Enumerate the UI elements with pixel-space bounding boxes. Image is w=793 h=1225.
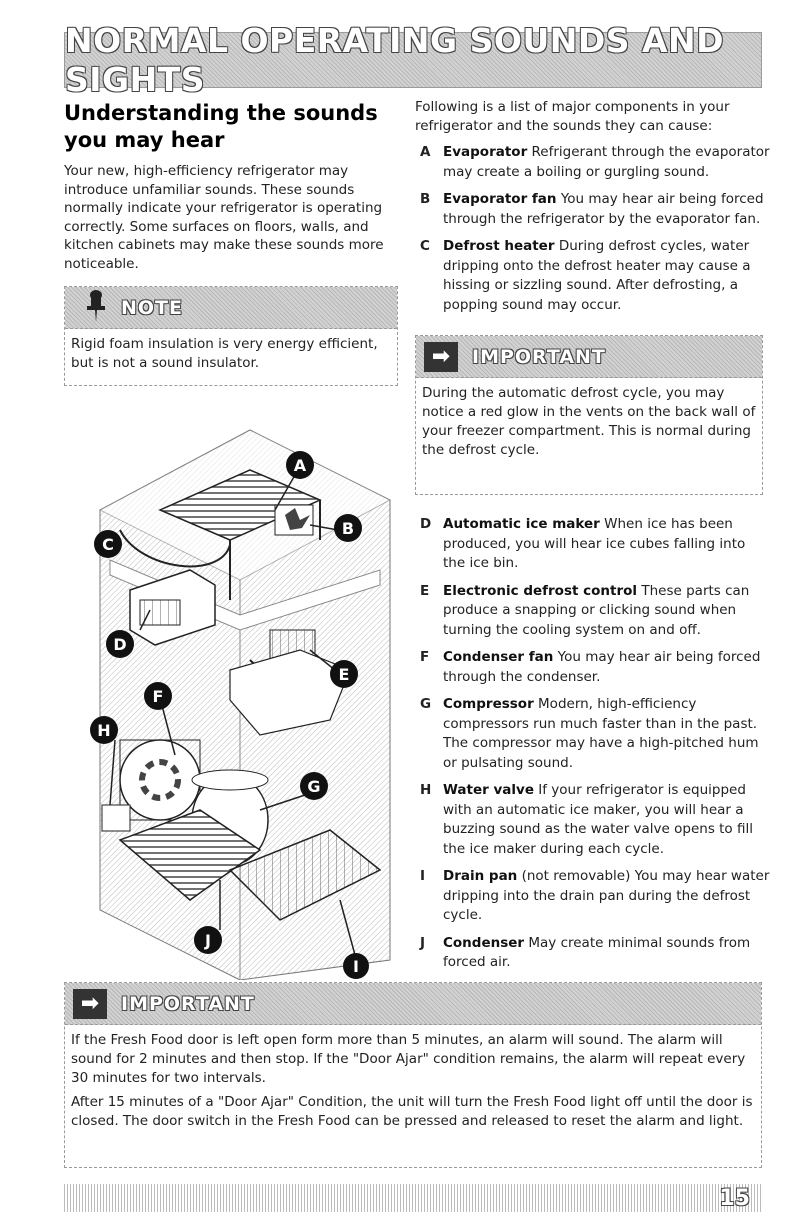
- item-letter: D: [420, 516, 432, 532]
- svg-text:E: E: [338, 665, 350, 684]
- components-list-b: [415, 515, 770, 973]
- arrow-right-icon: ➡: [424, 342, 458, 372]
- list-item: [415, 515, 770, 574]
- pushpin-icon: [85, 289, 107, 327]
- refrigerator-illustration: [80, 400, 410, 980]
- svg-text:J: J: [205, 931, 211, 950]
- item-letter: H: [420, 782, 432, 798]
- list-item: [415, 582, 770, 641]
- marker-i: [343, 953, 369, 979]
- item-letter: J: [420, 934, 426, 951]
- important-label: IMPORTANT: [121, 992, 255, 1015]
- item-desc: If your refrigerator is equipped with an automatic ice maker, you will hear a buzzing sound as the water valve opens to fill the ice maker during each cycle.: [443, 782, 753, 857]
- important-header: [416, 336, 762, 378]
- important-label: IMPORTANT: [472, 345, 606, 368]
- item-desc: Modern, high-efficiency compressors run much faster than in the past. The compressor may have a high-pitched hum or pulsating sound.: [443, 696, 759, 771]
- note-callout: [64, 286, 398, 386]
- svg-text:D: D: [113, 635, 127, 654]
- components-intro: Following is a list of major components in your refrigerator and the sounds they can cause:: [415, 99, 730, 134]
- important-body: [65, 1025, 761, 1142]
- important-header: [65, 983, 761, 1025]
- item-name: Drain pan: [443, 868, 518, 884]
- item-name: Evaporator fan: [443, 191, 557, 207]
- item-desc: Refrigerant through the evaporator may create a boiling or gurgling sound.: [443, 144, 770, 180]
- list-item: [415, 648, 770, 687]
- item-desc: You may hear air being forced through the condenser.: [443, 649, 761, 685]
- right-column-top: [415, 98, 775, 323]
- item-letter: G: [420, 696, 432, 712]
- item-letter: C: [420, 238, 430, 254]
- section-heading: Understanding the sounds you may hear: [64, 101, 378, 152]
- marker-j: [194, 926, 222, 954]
- list-item: [415, 143, 775, 182]
- important-text: During the automatic defrost cycle, you may notice a red glow in the vents on the back wall of your freezer compartment. This is normal during the defrost cycle.: [416, 378, 762, 466]
- marker-h: [90, 716, 118, 744]
- list-item: [415, 237, 775, 315]
- marker-a: [286, 451, 314, 479]
- note-text: Rigid foam insulation is very energy efficient, but is not a sound insulator.: [65, 329, 397, 379]
- item-name: Compressor: [443, 696, 534, 712]
- item-desc: These parts can produce a snapping or clicking sound when turning the cooling system on and off.: [443, 582, 750, 638]
- item-letter: F: [420, 649, 430, 665]
- list-item: [415, 695, 770, 773]
- item-name: Condenser fan: [443, 649, 554, 665]
- marker-c: [94, 530, 122, 558]
- svg-text:B: B: [341, 519, 355, 538]
- item-letter: B: [420, 191, 431, 207]
- item-letter: E: [420, 582, 430, 599]
- list-item: [415, 934, 770, 973]
- list-item: [415, 781, 770, 859]
- svg-text:G: G: [307, 777, 321, 796]
- item-desc: May create minimal sounds from forced air.: [443, 934, 751, 970]
- item-name: Water valve: [443, 782, 534, 798]
- refrigerator-diagram: [80, 400, 410, 980]
- marker-b: [334, 514, 362, 542]
- svg-text:H: H: [97, 721, 111, 740]
- item-desc: During defrost cycles, water dripping onto the defrost heater may cause a hissing or sizzling sound. After defrosting, a popping sound may occur.: [443, 238, 751, 313]
- marker-f: [144, 682, 172, 710]
- important-paragraph: After 15 minutes of a "Door Ajar" Condition, the unit will turn the Fresh Food light off until the door is closed. The door switch in the Fresh Food can be pressed and released to reset the alarm and light.: [71, 1094, 753, 1129]
- item-name: Evaporator: [443, 144, 528, 160]
- important-callout-door-ajar: [64, 982, 762, 1168]
- item-desc: You may hear air being forced through the refrigerator by the evaporator fan.: [443, 191, 764, 227]
- list-item: [415, 867, 770, 926]
- page-footer: [64, 1184, 762, 1212]
- list-item: [415, 190, 775, 229]
- note-header: [65, 287, 397, 329]
- svg-text:F: F: [152, 687, 164, 706]
- page-number: 15: [719, 1185, 750, 1211]
- right-column-bottom: [415, 515, 770, 981]
- page-banner: [64, 21, 762, 99]
- note-label: NOTE: [121, 296, 183, 319]
- item-letter: A: [420, 144, 431, 160]
- item-name: Electronic defrost control: [443, 582, 638, 599]
- item-desc: (not removable) You may hear water dripping into the drain pan during the defrost cycle.: [443, 868, 770, 923]
- left-column: [64, 100, 399, 273]
- important-paragraph: If the Fresh Food door is left open form more than 5 minutes, an alarm will sound. The alarm will sound for 2 minutes and then stop. If the "Door Ajar" condition remains, the alarm will repeat every 30 minutes for two intervals.: [71, 1032, 746, 1086]
- item-desc: When ice has been produced, you will hear ice cubes falling into the ice bin.: [443, 516, 746, 571]
- item-name: Condenser: [443, 934, 525, 951]
- svg-text:A: A: [293, 456, 307, 475]
- marker-e: [330, 660, 358, 688]
- intro-paragraph: Your new, high-efficiency refrigerator may introduce unfamiliar sounds. These sounds normally indicate your refrigerator is operating correctly. Some surfaces on floors, walls, and kitchen cabinets may make these sounds more noticeable.: [64, 163, 384, 272]
- item-name: Automatic ice maker: [443, 516, 600, 532]
- marker-d: [106, 630, 134, 658]
- marker-g: [300, 772, 328, 800]
- item-name: Defrost heater: [443, 238, 555, 254]
- svg-text:C: C: [102, 535, 114, 554]
- important-callout-defrost: [415, 335, 763, 495]
- page-title: NORMAL OPERATING SOUNDS AND SIGHTS: [65, 21, 725, 99]
- item-letter: I: [420, 868, 426, 884]
- components-list-a: [415, 143, 775, 315]
- svg-text:I: I: [353, 957, 359, 976]
- arrow-right-icon: ➡: [73, 989, 107, 1019]
